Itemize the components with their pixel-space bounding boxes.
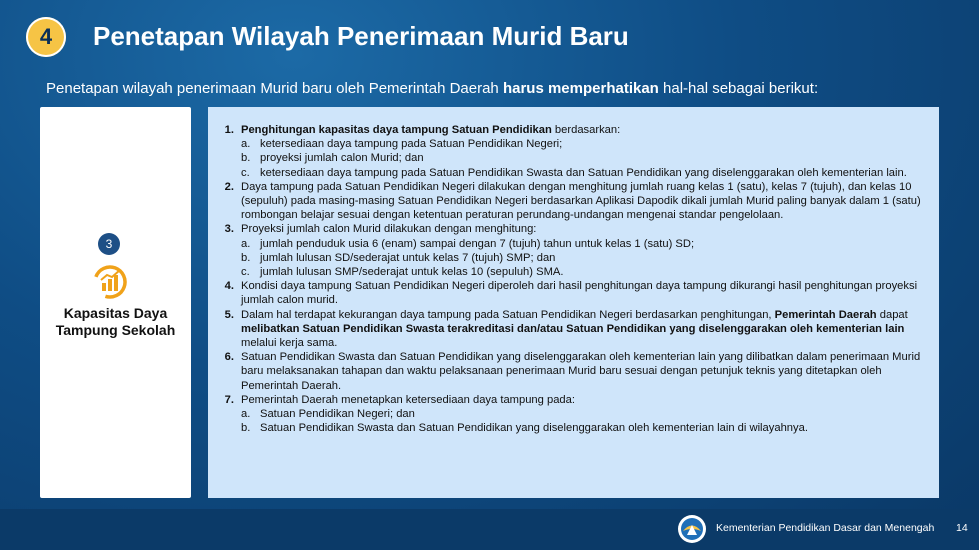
content-card [208, 107, 939, 498]
item-number: 2. [224, 180, 234, 193]
item-number: 3. [224, 223, 234, 236]
item-text: Kondisi daya tampung Satuan Pendidikan Negeri diperoleh dari hasil penghitungan daya tampung dikurangi hasil penghitungan proyeksi jumlah calon murid. [241, 280, 918, 307]
subtitle [46, 80, 818, 97]
list-item [215, 279, 929, 307]
topic-label-line2: Tampung Sekolah [55, 322, 176, 338]
topic-label [40, 305, 191, 339]
topic-card [40, 107, 191, 498]
list-item [215, 308, 929, 351]
section-number-badge: 4 [26, 17, 66, 57]
item-number: 5. [224, 308, 234, 321]
topic-number: 3 [98, 233, 120, 255]
list-item [215, 222, 929, 236]
sub-item: b. jumlah lulusan SD/sederajat untuk kelas 7 (tujuh) SMP; dan [241, 251, 556, 264]
subtitle-text-end: hal-hal sebagai berikut: [658, 80, 819, 97]
page-number: 14 [956, 522, 968, 534]
list-item [215, 180, 929, 223]
page-title: Penetapan Wilayah Penerimaan Murid Baru [93, 21, 629, 51]
tut-wuri-handayani-logo [677, 514, 707, 544]
item-text: Penghitungan kapasitas daya tampung Satuan Pendidikan berdasarkan: [241, 124, 621, 136]
ministry-name: Kementerian Pendidikan Dasar dan Menengah [716, 522, 935, 534]
sub-item: b. Satuan Pendidikan Swasta dan Satuan Pendidikan yang diselenggarakan oleh kementerian lain di wilayahnya. [241, 422, 808, 435]
item-text: Daya tampung pada Satuan Pendidikan Negeri dilakukan dengan menghitung jumlah ruang kelas 1 (satu), kelas 7 (tujuh), dan kelas 10 (sepuluh) pada masing-masing Satuan Pendidikan Negeri berdasarkan Aplikasi Dapodik dikali jumlah Murid paling banyak dalam 1 (satu) rombongan belajar sesuai dengan ketentuan peraturan perundang-undangan mengenai standar pengelolaan. [241, 180, 921, 222]
item-text: Satuan Pendidikan Swasta dan Satuan Pendidikan yang diselenggarakan oleh kementerian lain yang dilibatkan dalam penerimaan Murid baru melaksanakan tahapan dan waktu pelaksanaan penerimaan Murid baru sesuai dengan petunjuk teknis yang ditetapkan oleh Pemerintah Daerah. [241, 351, 921, 392]
subtitle-text: Penetapan wilayah penerimaan Murid baru oleh Pemerintah Daerah [46, 80, 503, 97]
list-item [215, 350, 929, 393]
list-item [215, 393, 929, 407]
item-text: Dalam hal terdapat kekurangan daya tampung pada Satuan Pendidikan Negeri berdasarkan penghitungan, Pemerintah Daerah dapat melibatkan Satuan Pendidikan Swasta terakreditasi dan/atau Satuan Pendidikan yang diselenggarakan oleh kementerian lain melalui kerja sama. [241, 308, 908, 350]
item-text: Proyeksi jumlah calon Murid dilakukan dengan menghitung: [241, 223, 537, 236]
list-item [215, 123, 929, 137]
item-number: 7. [224, 393, 234, 406]
sub-item: b. proyeksi jumlah calon Murid; dan [241, 152, 424, 165]
item-text: Pemerintah Daerah menetapkan ketersediaan daya tampung pada: [241, 393, 575, 406]
sub-item: a. jumlah penduduk usia 6 (enam) sampai dengan 7 (tujuh) tahun untuk kelas 1 (satu) SD; [241, 237, 695, 250]
capacity-chart-icon [93, 265, 127, 299]
item-number: 1. [224, 124, 234, 136]
sub-item: c. ketersediaan daya tampung pada Satuan Pendidikan Swasta dan Satuan Pendidikan yang diselenggarakan oleh kementerian lain. [241, 166, 907, 179]
subtitle-emphasis: harus memperhatikan [502, 80, 659, 97]
sub-item: a. ketersediaan daya tampung pada Satuan Pendidikan Negeri; [241, 138, 563, 151]
sub-item: c. jumlah lulusan SMP/sederajat untuk kelas 10 (sepuluh) SMA. [241, 266, 564, 279]
topic-label-line1: Kapasitas Daya [63, 305, 168, 321]
item-number: 6. [224, 351, 234, 364]
item-number: 4. [224, 280, 234, 293]
sub-item: a. Satuan Pendidikan Negeri; dan [241, 408, 415, 421]
